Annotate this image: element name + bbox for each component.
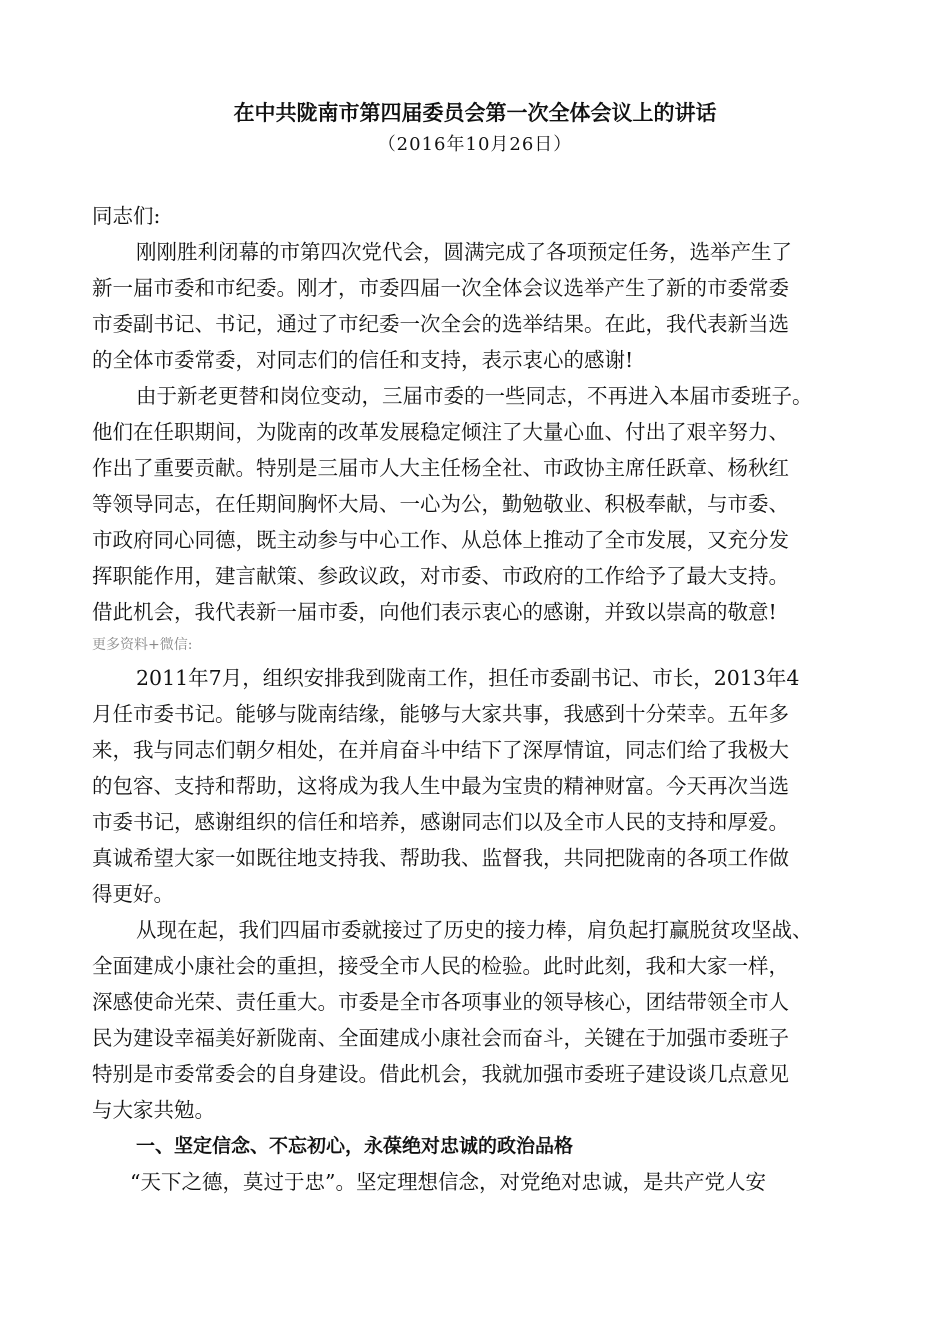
paragraph-line: 新一届市委和市纪委。刚才，市委四届一次全体会议选举产生了新的市委常委 <box>92 276 789 300</box>
salutation: 同志们: <box>92 204 161 228</box>
paragraph-line: 来，我与同志们朝夕相处，在并肩奋斗中结下了深厚情谊，同志们给了我极大 <box>92 738 789 762</box>
paragraph-line: 市政府同心同德，既主动参与中心工作、从总体上推动了全市发展，又充分发 <box>92 528 789 552</box>
paragraph-line: 借此机会，我代表新一届市委，向他们表示衷心的感谢，并致以崇高的敬意! <box>92 600 777 624</box>
paragraph-line: 市委副书记、书记，通过了市纪委一次全会的选举结果。在此，我代表新当选 <box>92 312 789 336</box>
paragraph-line: 与大家共勉。 <box>92 1098 215 1122</box>
document-date: （2016年10月26日） <box>377 134 573 155</box>
paragraph-line: 市委书记，感谢组织的信任和培养，感谢同志们以及全市人民的支持和厚爱。 <box>92 810 789 834</box>
document-body <box>92 198 882 1200</box>
paragraph-line: “天下之德，莫过于忠”。坚定理想信念，对党绝对忠诚，是共产党人安 <box>130 1170 766 1194</box>
paragraph-line: 月任市委书记。能够与陇南结缘，能够与大家共事，我感到十分荣幸。五年多 <box>92 702 789 726</box>
paragraph-line: 全面建成小康社会的重担，接受全市人民的检验。此时此刻，我和大家一样， <box>92 954 789 978</box>
paragraph-line: 真诚希望大家一如既往地支持我、帮助我、监督我，共同把陇南的各项工作做 <box>92 846 789 870</box>
paragraph-line: 由于新老更替和岗位变动，三届市委的一些同志，不再进入本届市委班子。 <box>136 384 813 408</box>
paragraph-line: 刚刚胜利闭幕的市第四次党代会，圆满完成了各项预定任务，选举产生了 <box>136 240 792 264</box>
paragraph-line: 等领导同志，在任期间胸怀大局、一心为公，勤勉敬业、积极奉献，与市委、 <box>92 492 789 516</box>
paragraph-line: 的全体市委常委，对同志们的信任和支持，表示衷心的感谢! <box>92 348 634 372</box>
paragraph-line: 民为建设幸福美好新陇南、全面建成小康社会而奋斗，关键在于加强市委班子 <box>92 1026 789 1050</box>
paragraph-line: 特别是市委常委会的自身建设。借此机会，我就加强市委班子建设谈几点意见 <box>92 1062 789 1086</box>
paragraph-line: 他们在任职期间，为陇南的改革发展稳定倾注了大量心血、付出了艰辛努力、 <box>92 420 789 444</box>
paragraph-line: 深感使命光荣、责任重大。市委是全市各项事业的领导核心，团结带领全市人 <box>92 990 789 1014</box>
watermark-note: 更多资料+微信: <box>92 637 193 653</box>
paragraph-line: 2011年7月，组织安排我到陇南工作，担任市委副书记、市长，2013年4 <box>136 666 800 690</box>
paragraph-line: 的包容、支持和帮助，这将成为我人生中最为宝贵的精神财富。今天再次当选 <box>92 774 789 798</box>
section-heading: 一、坚定信念、不忘初心，永葆绝对忠诚的政治品格 <box>136 1135 574 1157</box>
paragraph-line: 作出了重要贡献。特别是三届市人大主任杨全社、市政协主席任跃章、杨秋红 <box>92 456 789 480</box>
document-title: 在中共陇南市第四届委员会第一次全体会议上的讲话 <box>233 100 717 125</box>
paragraph-line: 从现在起，我们四届市委就接过了历史的接力棒，肩负起打赢脱贫攻坚战、 <box>136 918 813 942</box>
paragraph-line: 得更好。 <box>92 882 174 906</box>
paragraph-line: 挥职能作用，建言献策、参政议政，对市委、市政府的工作给予了最大支持。 <box>92 564 789 588</box>
